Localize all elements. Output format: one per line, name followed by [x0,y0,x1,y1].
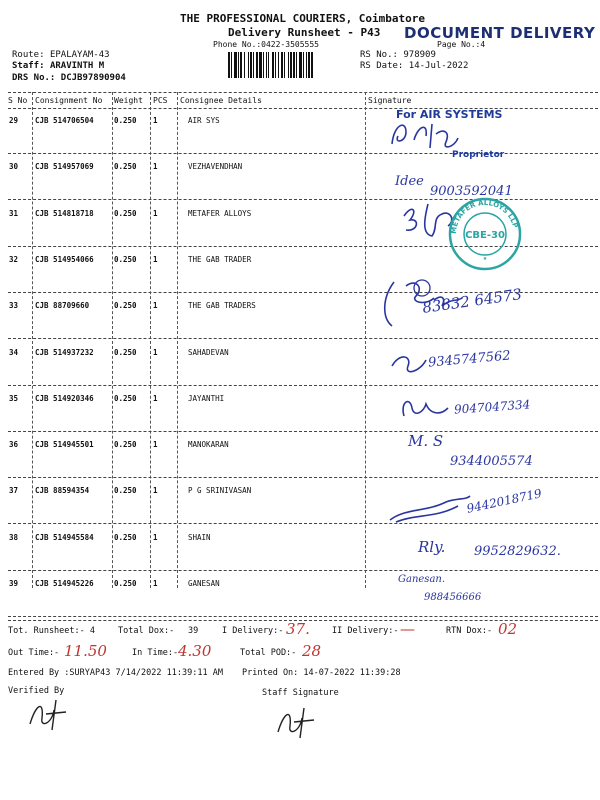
row-sno: 35 [9,394,19,403]
row-consignment: CJB 88709660 [35,301,90,310]
phone-35: 9047047334 [453,397,531,417]
row-weight: 0.250 [114,579,137,588]
row-consignee: THE GAB TRADERS [188,301,256,310]
staff-value: ARAVINTH M [49,61,105,71]
total-pod-value: 28 [302,642,322,660]
table-top-rule [8,92,598,93]
total-dox-label: Total Dox:- [118,626,175,636]
row-consignee: SAHADEVAN [188,348,229,357]
row-consignment: CJB 514945501 [35,440,94,449]
runsheet-title: Delivery Runsheet - P43 [228,26,381,39]
i-delivery-label: I Delivery:- [222,626,284,636]
phone-number: Phone No.:0422-3505555 [213,40,319,49]
entered-by: Entered By :SURYAP43 7/14/2022 11:39:11 AM [8,668,223,678]
row-pcs: 1 [153,394,158,403]
phone-33: 83832 64573 [421,285,523,317]
col-sno: S No [8,96,28,105]
page-number: Page No.:4 [437,40,486,49]
signature-37 [386,492,476,528]
company-name: THE PROFESSIONAL COURIERS, Coimbatore [180,12,426,25]
rs-no-label: RS No.: [360,50,398,60]
verified-signature [22,694,72,734]
phone-30: 9003592041 [430,184,513,199]
row-pcs: 1 [153,486,158,495]
rs-no-line [360,50,436,60]
row-sno: 31 [9,209,19,218]
row-consignee: JAYANTHI [188,394,225,403]
air-systems-stamp: For AIR SYSTEMS [396,108,503,121]
row-weight: 0.250 [114,533,137,542]
signature-36: M. S [408,432,444,450]
col-sep [150,92,151,588]
row-pcs: 1 [153,162,158,171]
out-time-label: Out Time:- [8,648,60,658]
drs-label: DRS No.: [12,73,56,83]
row-weight: 0.250 [114,301,137,310]
col-weight: Weight [114,96,143,105]
row-consignee: P G SRINIVASAN [188,486,252,495]
col-consignee: Consignee Details [180,96,262,105]
row-consignment: CJB 514945226 [35,579,94,588]
document-delivery-stamp: DOCUMENT DELIVERY [404,24,596,42]
row-consignment: CJB 514937232 [35,348,94,357]
row-rule [8,431,598,432]
total-pod-label: Total POD:- [240,648,297,658]
route-line [12,50,110,60]
col-sep [177,92,178,588]
row-pcs: 1 [153,348,158,357]
row-consignment: CJB 514945584 [35,533,94,542]
rs-date-line [360,61,468,71]
drs-value: DCJB97890904 [60,73,126,83]
drs-line [12,73,126,83]
rs-date-label: RS Date: [360,61,404,71]
row-consignee: MANOKARAN [188,440,229,449]
row-sno: 30 [9,162,19,171]
phone-38: 9952829632. [474,544,561,559]
route-value: EPALAYAM-43 [49,50,110,60]
in-time-label: In Time:- [132,648,179,658]
row-sno: 29 [9,116,19,125]
row-rule [8,616,598,617]
staff-label: Staff: [12,61,45,71]
col-sep [112,92,113,588]
row-sno: 32 [9,255,19,264]
row-sno: 38 [9,533,19,542]
row-weight: 0.250 [114,440,137,449]
signature-39: Ganesan. [398,574,446,585]
row-rule [8,385,598,386]
signature-35 [396,392,456,424]
phone-37: 9442018719 [465,486,543,516]
phone-34: 9345747562 [427,348,512,371]
total-dox-value: 39 [188,626,199,636]
svg-text:METAFER ALLOYS LLP [450,199,519,234]
row-consignee: AIR SYS [188,116,220,125]
row-consignee: METAFER ALLOYS [188,209,252,218]
row-pcs: 1 [153,116,158,125]
proprietor-stamp: Proprietor [452,150,505,160]
row-consignment: CJB 514954066 [35,255,94,264]
phone-39: 988456666 [424,592,482,603]
rtn-dox-value: 02 [498,620,518,638]
row-consignee: SHAIN [188,533,211,542]
ii-delivery-label: II Delivery:- [332,626,399,636]
row-weight: 0.250 [114,116,137,125]
row-sno: 36 [9,440,19,449]
i-delivery-value: 37. [286,620,310,638]
printed-on: Printed On: 14-07-2022 11:39:28 [242,668,401,678]
svg-text:★: ★ [482,254,488,262]
col-signature: Signature [368,96,412,105]
col-sep [32,92,33,588]
row-pcs: 1 [153,209,158,218]
ii-delivery-value: — [400,620,415,638]
col-sep [365,92,366,588]
row-consignee: VEZHAVENDHAN [188,162,243,171]
row-pcs: 1 [153,533,158,542]
row-consignment: CJB 514920346 [35,394,94,403]
out-time-value: 11.50 [64,642,107,660]
route-label: Route: [12,50,45,60]
row-pcs: 1 [153,579,158,588]
row-rule [8,523,598,524]
staff-line [12,61,104,71]
seal-text: METAFER ALLOYS LLP [449,198,520,235]
row-pcs: 1 [153,301,158,310]
signature-29 [384,114,474,158]
row-consignment: CJB 514957069 [35,162,94,171]
row-rule [8,477,598,478]
table-header-rule [8,108,598,109]
row-sno: 39 [9,579,19,588]
row-weight: 0.250 [114,209,137,218]
row-consignee: GANESAN [188,579,220,588]
row-weight: 0.250 [114,394,137,403]
row-consignment: CJB 514706504 [35,116,94,125]
staff-signature-label: Staff Signature [262,688,339,698]
row-rule [8,153,598,154]
rs-date-value: 14-Jul-2022 [408,61,469,71]
row-sno: 34 [9,348,19,357]
barcode-icon [228,52,346,78]
in-time-value: 4.30 [178,642,212,660]
row-weight: 0.250 [114,255,137,264]
verified-by-label: Verified By [8,686,65,696]
phone-36: 9344005574 [450,454,533,469]
row-consignee: THE GAB TRADER [188,255,252,264]
seal-code: CBE-30 [465,230,505,241]
row-pcs: 1 [153,255,158,264]
row-pcs: 1 [153,440,158,449]
col-pcs: PCS [153,96,168,105]
staff-signature [270,700,320,742]
col-consignment: Consignment No [35,96,103,105]
row-consignment: CJB 514818718 [35,209,94,218]
row-rule [8,570,598,571]
tot-runsheet: Tot. Runsheet:- 4 [8,626,95,636]
row-consignment: CJB 88594354 [35,486,90,495]
rs-no-value: 978909 [403,50,436,60]
row-weight: 0.250 [114,486,137,495]
signature-38: Rly. [418,538,446,556]
signature-30: Idee [395,174,424,189]
row-sno: 33 [9,301,19,310]
row-weight: 0.250 [114,348,137,357]
rtn-dox-label: RTN Dox:- [446,626,493,636]
row-weight: 0.250 [114,162,137,171]
row-sno: 37 [9,486,19,495]
